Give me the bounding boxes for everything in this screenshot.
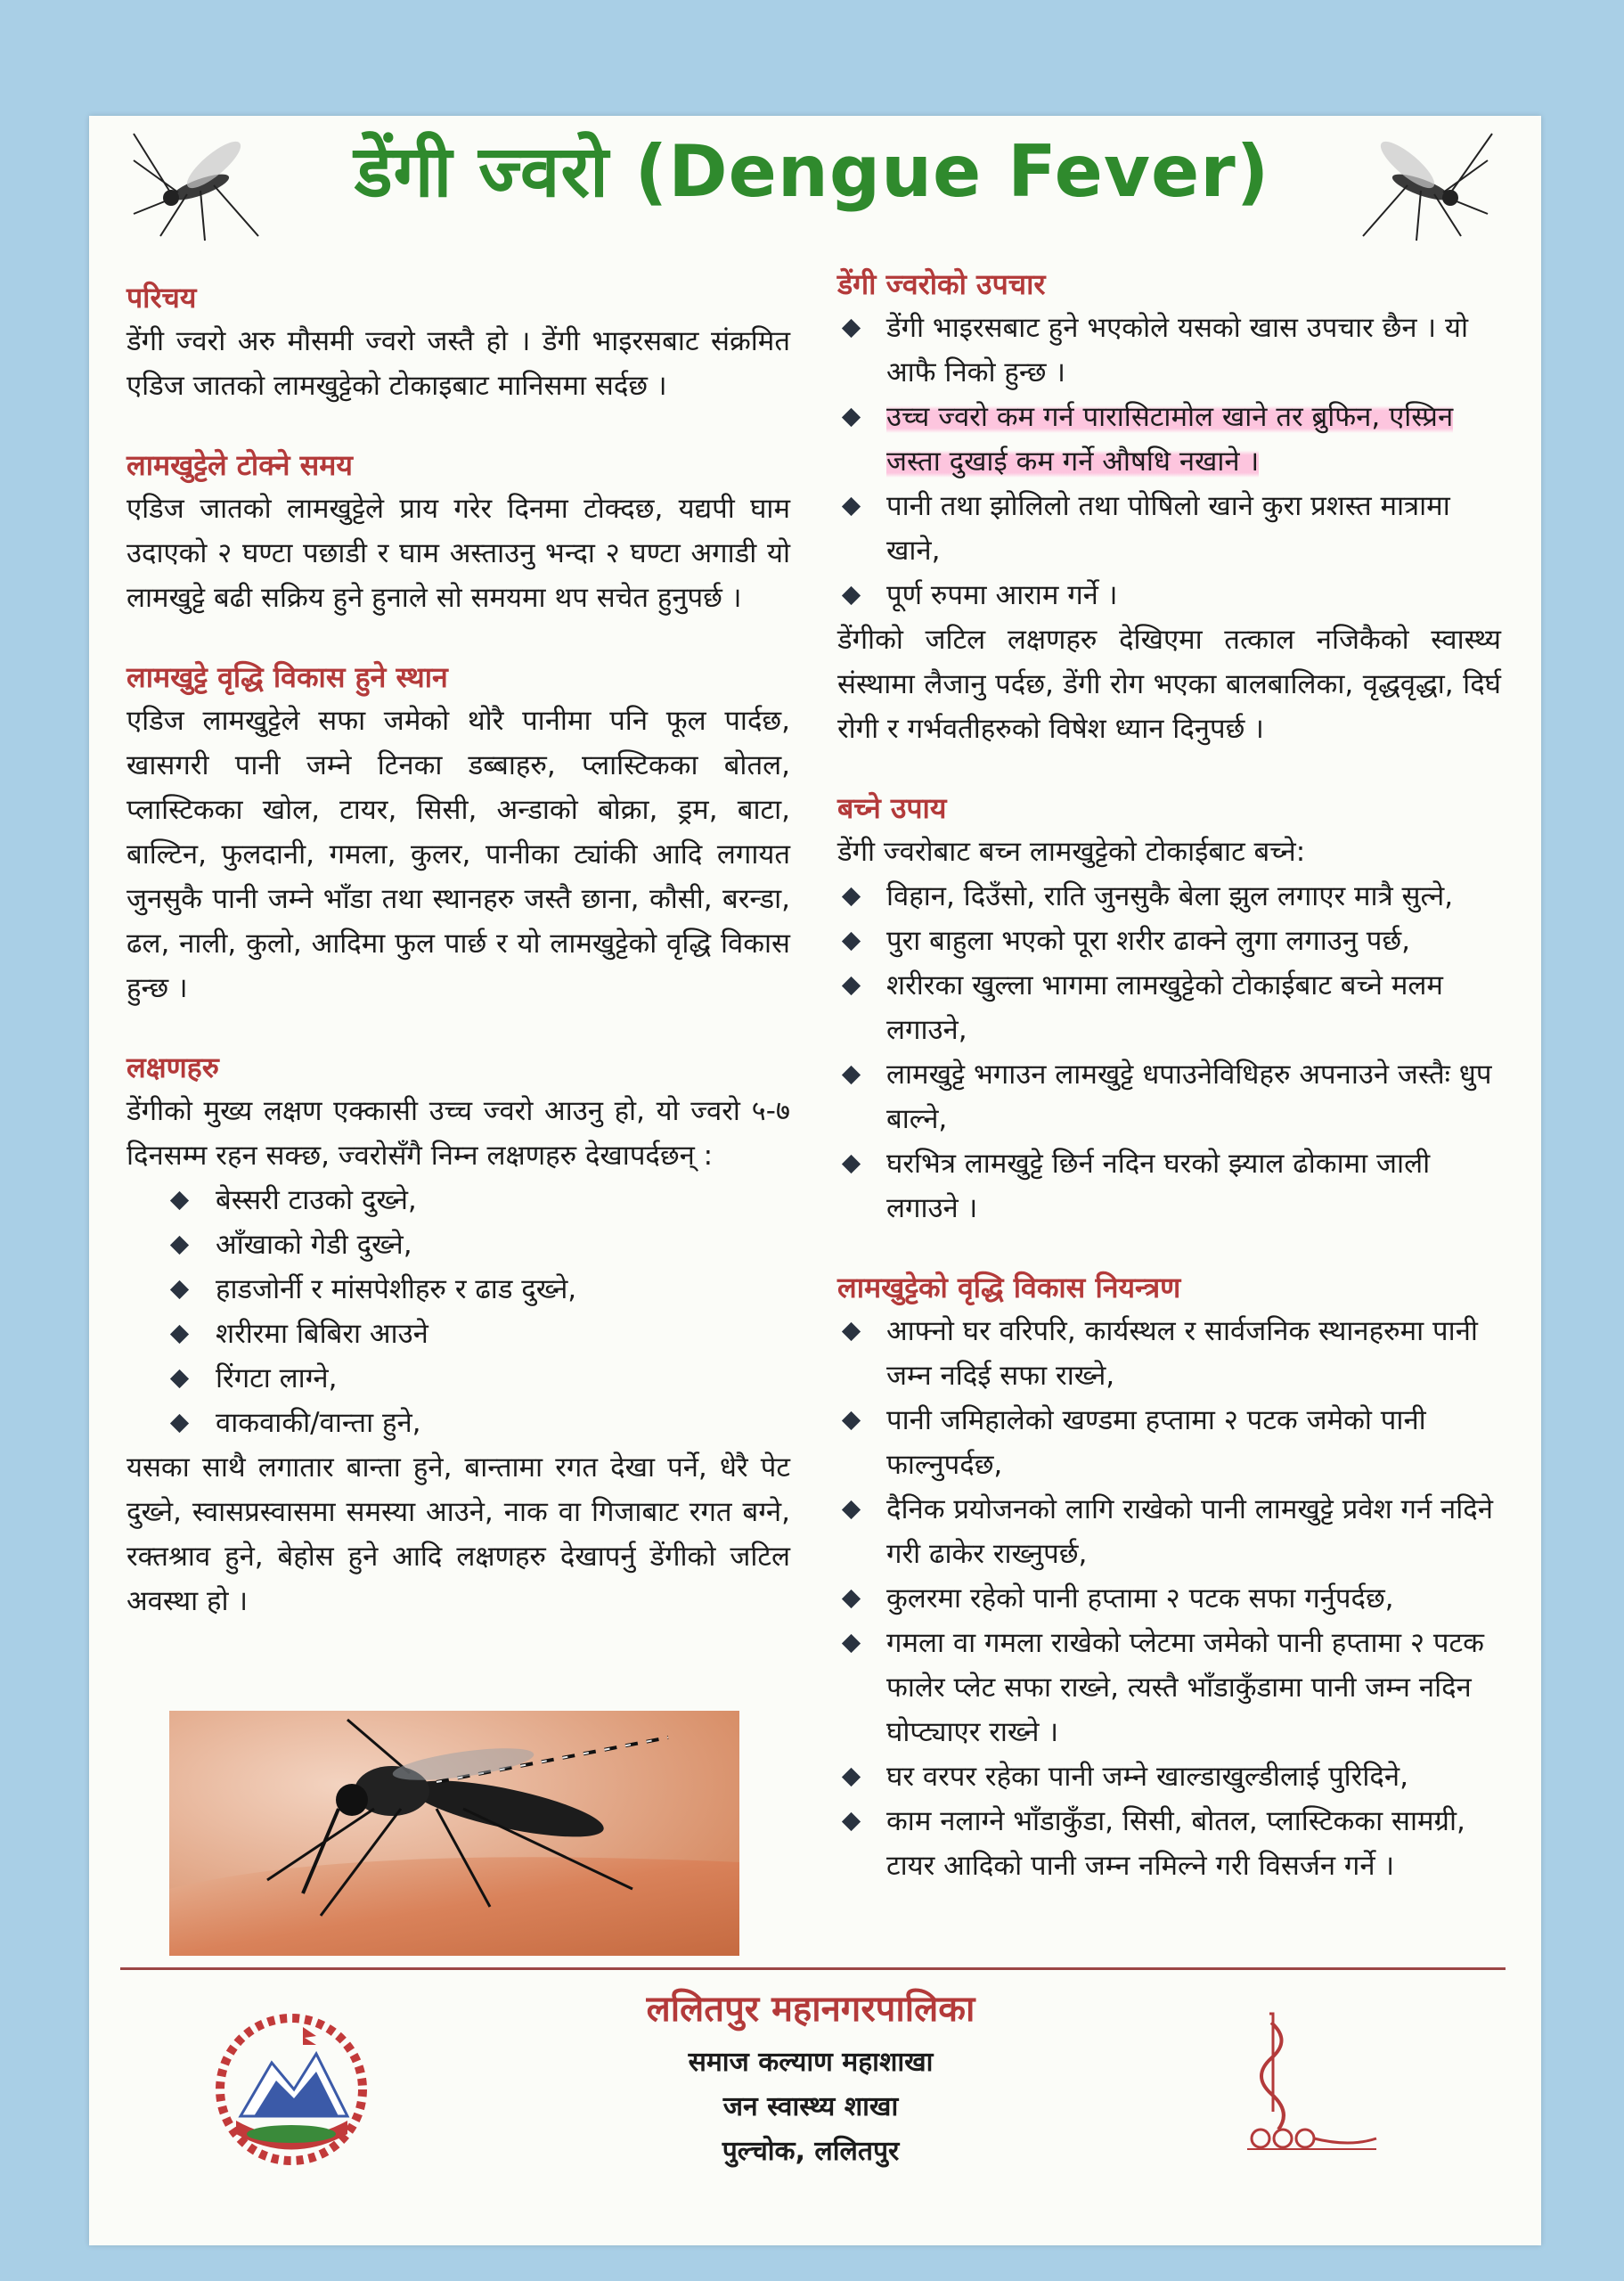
highlighted-list-item-text: उच्च ज्वरो कम गर्न पारासिटामोल खाने तर ब्रुफिन, एस्प्रिन जस्ता दुखाई कम गर्ने औषधि नखाने । (886, 401, 1454, 478)
list-item-text: घरभित्र लामखुट्टे छिर्न नदिन घरको झ्याल ढोकामा जाली लगाउने । (886, 1148, 1431, 1224)
list-item (837, 1576, 1501, 1621)
list-item (837, 874, 1501, 919)
footer-divider (120, 1967, 1506, 1970)
mosquito-photo (169, 1711, 739, 1956)
diamond-bullet-icon (842, 1590, 861, 1608)
list-item (837, 1799, 1501, 1888)
list-item (837, 573, 1501, 617)
bite-time-heading: लामखुट्टेले टोक्ने समय (126, 448, 353, 482)
list-item (837, 1052, 1501, 1141)
diamond-bullet-icon (842, 1812, 861, 1831)
diamond-bullet-icon (842, 497, 861, 516)
treatment-note: डेंगीको जटिल लक्षणहरु देखिएमा तत्काल नजिकैको स्वास्थ्य संस्थामा लैजानु पर्दछ, डेंगी रोग भएका बालबालिका, वृद्धवृद्धा, दिर्घ रोगी र गर्भवतीहरुको विषेश ध्यान दिनुपर्छ । (837, 624, 1501, 745)
diamond-bullet-icon (842, 977, 861, 995)
list-item-text: बेस्सरी टाउको दुख्ने, (216, 1184, 417, 1216)
list-item-text: गमला वा गमला राखेको प्लेटमा जमेको पानी हप्तामा २ पटक फालेर प्लेट सफा राख्ने, त्यस्तै भाँडाकुँडामा पानी जम्न नदिन घोप्ट्याएर राख्ने । (886, 1627, 1484, 1748)
footer-section: जन स्वास्थ्य शाखा (722, 2091, 899, 2122)
symptoms-heading: लक्षणहरु (126, 1051, 219, 1084)
list-item (837, 1398, 1501, 1487)
diamond-bullet-icon (170, 1236, 189, 1255)
diamond-bullet-icon (842, 1634, 861, 1653)
diamond-bullet-icon (170, 1369, 189, 1388)
list-item (126, 1178, 790, 1222)
diamond-bullet-icon (170, 1414, 189, 1433)
list-item (126, 1356, 790, 1401)
municipality-logo-icon (1243, 2005, 1385, 2165)
list-item (837, 484, 1501, 573)
list-item-text: पुरा बाहुला भएको पूरा शरीर ढाक्ने लुगा लगाउनु पर्छ, (886, 925, 1411, 957)
page-title: डेंगी ज्वरो (Dengue Fever) (354, 130, 1270, 213)
list-item-text: डेंगी भाइरसबाट हुने भएकोले यसको खास उपचार छैन । यो आफै निको हुन्छ । (886, 312, 1469, 388)
footer-address: पुल्चोक, ललितपुर (722, 2136, 900, 2167)
prevention-list (837, 874, 1501, 1230)
list-item-text: वाकवाकी/वान्ता हुने, (216, 1407, 421, 1439)
list-item-text: घर वरपर रहेका पानी जम्ने खाल्डाखुल्डीलाई पुरिदिने, (886, 1761, 1408, 1793)
prevention-heading: बच्ने उपाय (837, 791, 947, 825)
right-column (837, 263, 1501, 1924)
intro-text: डेंगी ज्वरो अरु मौसमी ज्वरो जस्तै हो । डेंगी भाइरसबाट संक्रमित एडिज जातको लामखुट्टेको टोकाइबाट मानिसमा सर्दछ । (126, 325, 790, 402)
bite-time-section (126, 444, 790, 620)
list-item (126, 1312, 790, 1356)
diamond-bullet-icon (842, 1411, 861, 1430)
list-item (837, 1487, 1501, 1576)
list-item-text: पानी जमिहालेको खण्डमा हप्तामा २ पटक जमेको पानी फाल्नुपर्दछ, (886, 1404, 1426, 1481)
list-item (837, 1621, 1501, 1754)
treatment-section (837, 263, 1501, 751)
symptoms-list (126, 1178, 790, 1445)
list-item (837, 963, 1501, 1052)
list-item-text: पूर्ण रुपमा आराम गर्ने । (886, 579, 1118, 611)
footer-division: समाज कल्याण महाशाखा (688, 2047, 934, 2078)
list-item (126, 1267, 790, 1312)
list-item (837, 395, 1501, 484)
list-item-text: हाडजोर्नी र मांसपेशीहरु र ढाड दुख्ने, (216, 1273, 577, 1305)
control-list (837, 1309, 1501, 1888)
list-item-text: लामखुट्टे भगाउन लामखुट्टे धपाउनेविधिहरु अपनाउने जस्तैः धुप बाल्ने, (886, 1059, 1492, 1135)
list-item (126, 1222, 790, 1267)
control-heading: लामखुट्टेको वृद्धि विकास नियन्त्रण (837, 1271, 1181, 1304)
control-section (837, 1266, 1501, 1888)
left-column (126, 276, 790, 1659)
diamond-bullet-icon (842, 1322, 861, 1341)
breeding-section (126, 656, 790, 1010)
list-item-text: शरीरका खुल्ला भागमा लामखुट्टेको टोकाईबाट बच्ने मलम लगाउने, (886, 969, 1443, 1046)
list-item-text: रिंगटा लाग्ने, (216, 1362, 338, 1394)
list-item-text: विहान, दिउँसो, राति जुनसुकै बेला झुल लगाएर मात्रै सुत्ने, (886, 880, 1454, 912)
symptoms-section (126, 1046, 790, 1623)
diamond-bullet-icon (842, 1500, 861, 1519)
diamond-bullet-icon (170, 1280, 189, 1299)
diamond-bullet-icon (842, 932, 861, 951)
intro-heading: परिचय (126, 281, 197, 315)
diamond-bullet-icon (842, 1768, 861, 1786)
diamond-bullet-icon (842, 1066, 861, 1084)
diamond-bullet-icon (170, 1191, 189, 1210)
list-item (837, 1309, 1501, 1398)
list-item (837, 1141, 1501, 1230)
diamond-bullet-icon (842, 408, 861, 427)
bite-time-text: एडिज जातको लामखुट्टेले प्राय गरेर दिनमा टोक्दछ, यद्यपी घाम उदाएको २ घण्टा पछाडी र घाम अस्ताउनु भन्दा २ घण्टा अगाडी यो लामखुट्टे बढी सक्रिय हुने हुनाले सो समयमा थप सचेत हुनुपर्छ । (126, 493, 790, 614)
list-item-text: शरीरमा बिबिरा आउने (216, 1318, 428, 1350)
treatment-heading: डेंगी ज्वरोको उपचार (837, 267, 1046, 301)
diamond-bullet-icon (842, 1155, 861, 1173)
prevention-intro: डेंगी ज्वरोबाट बच्न लामखुट्टेको टोकाईबाट बच्ने: (837, 836, 1306, 868)
treatment-list (837, 306, 1501, 617)
nepal-emblem-icon (205, 2009, 379, 2170)
list-item-text: आँखाको गेडी दुख्ने, (216, 1229, 412, 1261)
diamond-bullet-icon (842, 887, 861, 906)
list-item-text: पानी तथा झोलिलो तथा पोषिलो खाने कुरा प्रशस्त मात्रामा खाने, (886, 490, 1450, 567)
diamond-bullet-icon (842, 319, 861, 338)
list-item (837, 1754, 1501, 1799)
diamond-bullet-icon (170, 1325, 189, 1344)
symptoms-intro: डेंगीको मुख्य लक्षण एक्कासी उच्च ज्वरो आउनु हो, यो ज्वरो ५-७ दिनसम्म रहन सक्छ, ज्वरोसँगै निम्न लक्षणहरु देखापर्दछन् : (126, 1095, 790, 1172)
list-item (837, 919, 1501, 963)
list-item-text: आफ्नो घर वरिपरि, कार्यस्थल र सार्वजनिक स्थानहरुमा पानी जम्न नदिई सफा राख्ने, (886, 1315, 1478, 1392)
symptoms-complication-text: यसका साथै लगातार बान्ता हुने, बान्तामा रगत देखा पर्ने, धेरै पेट दुख्ने, स्वासप्रस्वासमा समस्या आउने, नाक वा गिजाबाट रगत बग्ने, रक्तश्राव हुने, बेहोस हुने आदि लक्षणहरु देखापर्नु डेंगीको जटिल अवस्था हो । (126, 1451, 790, 1617)
intro-section (126, 276, 790, 408)
list-item-text: कुलरमा रहेको पानी हप्तामा २ पटक सफा गर्नुपर्दछ, (886, 1582, 1394, 1615)
list-item (837, 306, 1501, 395)
list-item-text: दैनिक प्रयोजनको लागि राखेको पानी लामखुट्टे प्रवेश गर्न नदिने गरी ढाकेर राख्नुपर्छ, (886, 1493, 1493, 1570)
footer-org-name: ललितपुर महानगरपालिका (646, 1989, 975, 2030)
list-item-text: काम नलाग्ने भाँडाकुँडा, सिसी, बोतल, प्लास्टिकका सामग्री, टायर आदिको पानी जम्न नमिल्ने गरी विसर्जन गर्ने । (886, 1805, 1465, 1882)
diamond-bullet-icon (842, 586, 861, 605)
breeding-text: एडिज लामखुट्टेले सफा जमेको थोरै पानीमा पनि फूल पार्दछ, खासगरी पानी जम्ने टिनका डब्बाहरु, प्लास्टिकका बोतल, प्लास्टिकका खोल, टायर, सिसी, अन्डाको बोक्रा, ड्रम, बाटा, बाल्टिन, फुलदानी, गमला, कुलर, पानीका ट्यांकी आदि लगायत जुनसुकै पानी जम्ने भाँडा तथा स्थानहरु जस्तै छाना, कौसी, बरन्डा, ढल, नाली, कुलो, आदिमा फुल पार्छ र यो लामखुट्टेको वृद्धि विकास हुन्छ । (126, 705, 790, 1004)
prevention-section (837, 787, 1501, 1230)
breeding-heading: लामखुट्टे वृद्धि विकास हुने स्थान (126, 660, 448, 694)
list-item (126, 1401, 790, 1445)
